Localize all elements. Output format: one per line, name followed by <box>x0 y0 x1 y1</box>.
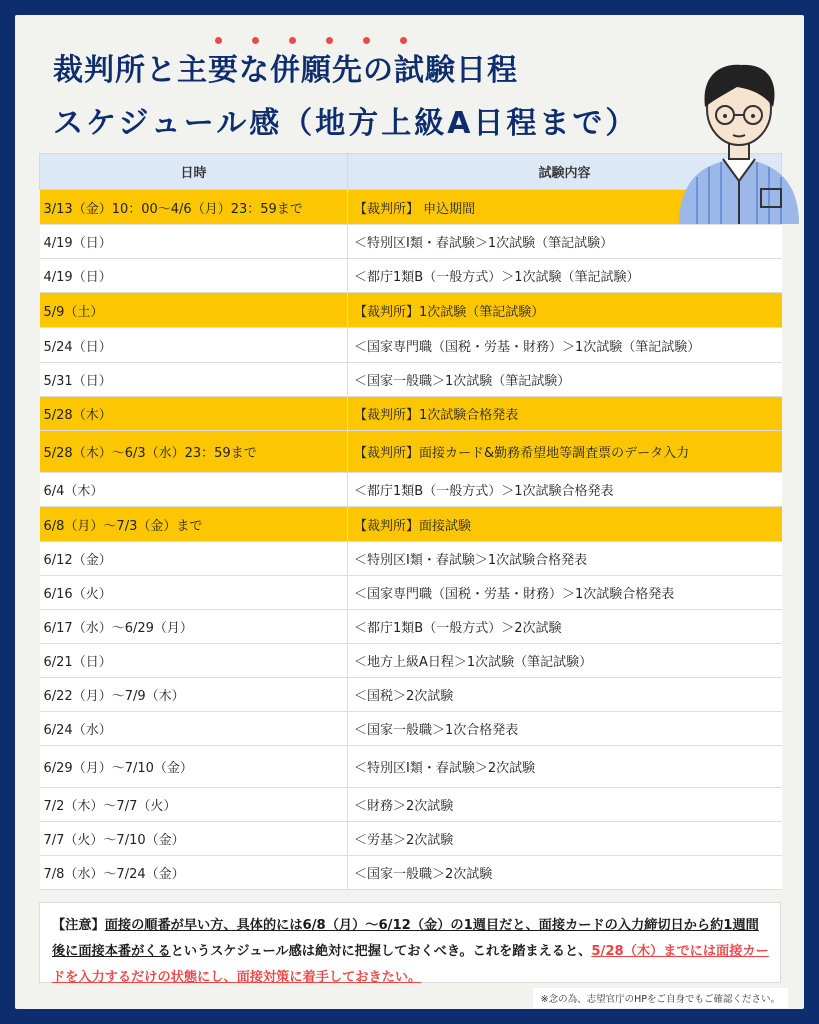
row-content: ＜都庁1類B（一般方式）＞1次試験（筆記試験） <box>348 259 782 293</box>
table-row <box>40 822 782 856</box>
schedule-table <box>39 153 782 890</box>
emphasis-dot <box>400 37 407 44</box>
table-row <box>40 788 782 822</box>
row-date: 7/8（水）〜7/24（金） <box>40 856 348 890</box>
table-row <box>40 431 782 473</box>
row-content: ＜特別区Ⅰ類・春試験＞1次試験（筆記試験） <box>348 225 782 259</box>
row-content: 【裁判所】面接試験 <box>348 507 782 542</box>
row-content: ＜国家一般職＞1次試験（筆記試験） <box>348 363 782 397</box>
row-date: 6/4（木） <box>40 473 348 507</box>
row-date: 6/21（日） <box>40 644 348 678</box>
row-content: ＜国家専門職（国税・労基・財務）＞1次試験（筆記試験） <box>348 328 782 363</box>
row-date: 5/28（木） <box>40 397 348 431</box>
emphasis-dot <box>326 37 333 44</box>
note-label: 【注意】 <box>52 918 105 933</box>
table-row <box>40 576 782 610</box>
row-date: 6/22（月）〜7/9（木） <box>40 678 348 712</box>
row-content: ＜国家一般職＞1次合格発表 <box>348 712 782 746</box>
table-row <box>40 190 782 225</box>
table-row <box>40 225 782 259</box>
row-date: 5/31（日） <box>40 363 348 397</box>
row-date: 4/19（日） <box>40 225 348 259</box>
row-content: ＜国家専門職（国税・労基・財務）＞1次試験合格発表 <box>348 576 782 610</box>
emphasis-dot <box>252 37 259 44</box>
column-header-content: 試験内容 <box>348 154 782 190</box>
column-header-date: 日時 <box>40 154 348 190</box>
table-row <box>40 678 782 712</box>
row-date: 6/16（火） <box>40 576 348 610</box>
person-illustration <box>675 59 803 224</box>
row-date: 7/7（火）〜7/10（金） <box>40 822 348 856</box>
footnote: ※念の為、志望官庁のHPをご自身でもご確認ください。 <box>533 988 788 1008</box>
row-content: 【裁判所】1次試験（筆記試験） <box>348 293 782 328</box>
note-underlined-text: 面接の順番が早い方、具体的には6/8（月）〜6/12（金）の1週目だと、面接カードの入力締切日から約1週間後に面接本番がくる <box>52 918 759 959</box>
row-date: 5/9（土） <box>40 293 348 328</box>
table-row <box>40 259 782 293</box>
note-text: というスケジュール感は絶対に把握しておくべき。これを踏まえると、 <box>170 944 592 959</box>
row-content: ＜国税＞2次試験 <box>348 678 782 712</box>
emphasis-dot <box>289 37 296 44</box>
row-date: 4/19（日） <box>40 259 348 293</box>
row-date: 5/28（木）〜6/3（水）23：59まで <box>40 431 348 473</box>
table-row <box>40 293 782 328</box>
row-content: 【裁判所】面接カード&勤務希望地等調査票のデータ入力 <box>348 431 782 473</box>
table-row <box>40 644 782 678</box>
table-row <box>40 712 782 746</box>
table-header-row <box>40 154 782 190</box>
table-row <box>40 610 782 644</box>
row-content: 【裁判所】1次試験合格発表 <box>348 397 782 431</box>
row-date: 6/24（水） <box>40 712 348 746</box>
row-content: ＜特別区Ⅰ類・春試験＞1次試験合格発表 <box>348 542 782 576</box>
row-content: ＜財務＞2次試験 <box>348 788 782 822</box>
row-content: ＜特別区Ⅰ類・春試験＞2次試験 <box>348 746 782 788</box>
table-row <box>40 473 782 507</box>
table-row <box>40 746 782 788</box>
emphasis-dot <box>215 37 222 44</box>
table-row <box>40 856 782 890</box>
page-title: 裁判所と主要な併願先の試験日程 <box>53 53 518 88</box>
row-content: ＜都庁1類B（一般方式）＞2次試験 <box>348 610 782 644</box>
row-date: 7/2（木）〜7/7（火） <box>40 788 348 822</box>
table-row <box>40 397 782 431</box>
table-row <box>40 507 782 542</box>
table-row <box>40 542 782 576</box>
caution-note <box>39 902 781 983</box>
row-date: 3/13（金）10：00〜4/6（月）23：59まで <box>40 190 348 225</box>
note-highlight-text: 5/28（木）までには面接カードを入力するだけの状態にし、面接対策に着手しておきたい。 <box>52 944 769 985</box>
table-row <box>40 328 782 363</box>
infographic-card <box>15 15 804 1009</box>
page-subtitle: スケジュール感（地方上級A日程まで） <box>53 106 639 141</box>
table-row <box>40 363 782 397</box>
row-date: 6/29（月）〜7/10（金） <box>40 746 348 788</box>
row-content: ＜国家一般職＞2次試験 <box>348 856 782 890</box>
emphasis-dot <box>363 37 370 44</box>
row-content: 【裁判所】 申込期間 <box>348 190 782 225</box>
row-date: 6/17（水）〜6/29（月） <box>40 610 348 644</box>
row-content: ＜労基＞2次試験 <box>348 822 782 856</box>
row-content: ＜地方上級A日程＞1次試験（筆記試験） <box>348 644 782 678</box>
row-date: 6/8（月）〜7/3（金）まで <box>40 507 348 542</box>
row-date: 6/12（金） <box>40 542 348 576</box>
row-date: 5/24（日） <box>40 328 348 363</box>
row-content: ＜都庁1類B（一般方式）＞1次試験合格発表 <box>348 473 782 507</box>
